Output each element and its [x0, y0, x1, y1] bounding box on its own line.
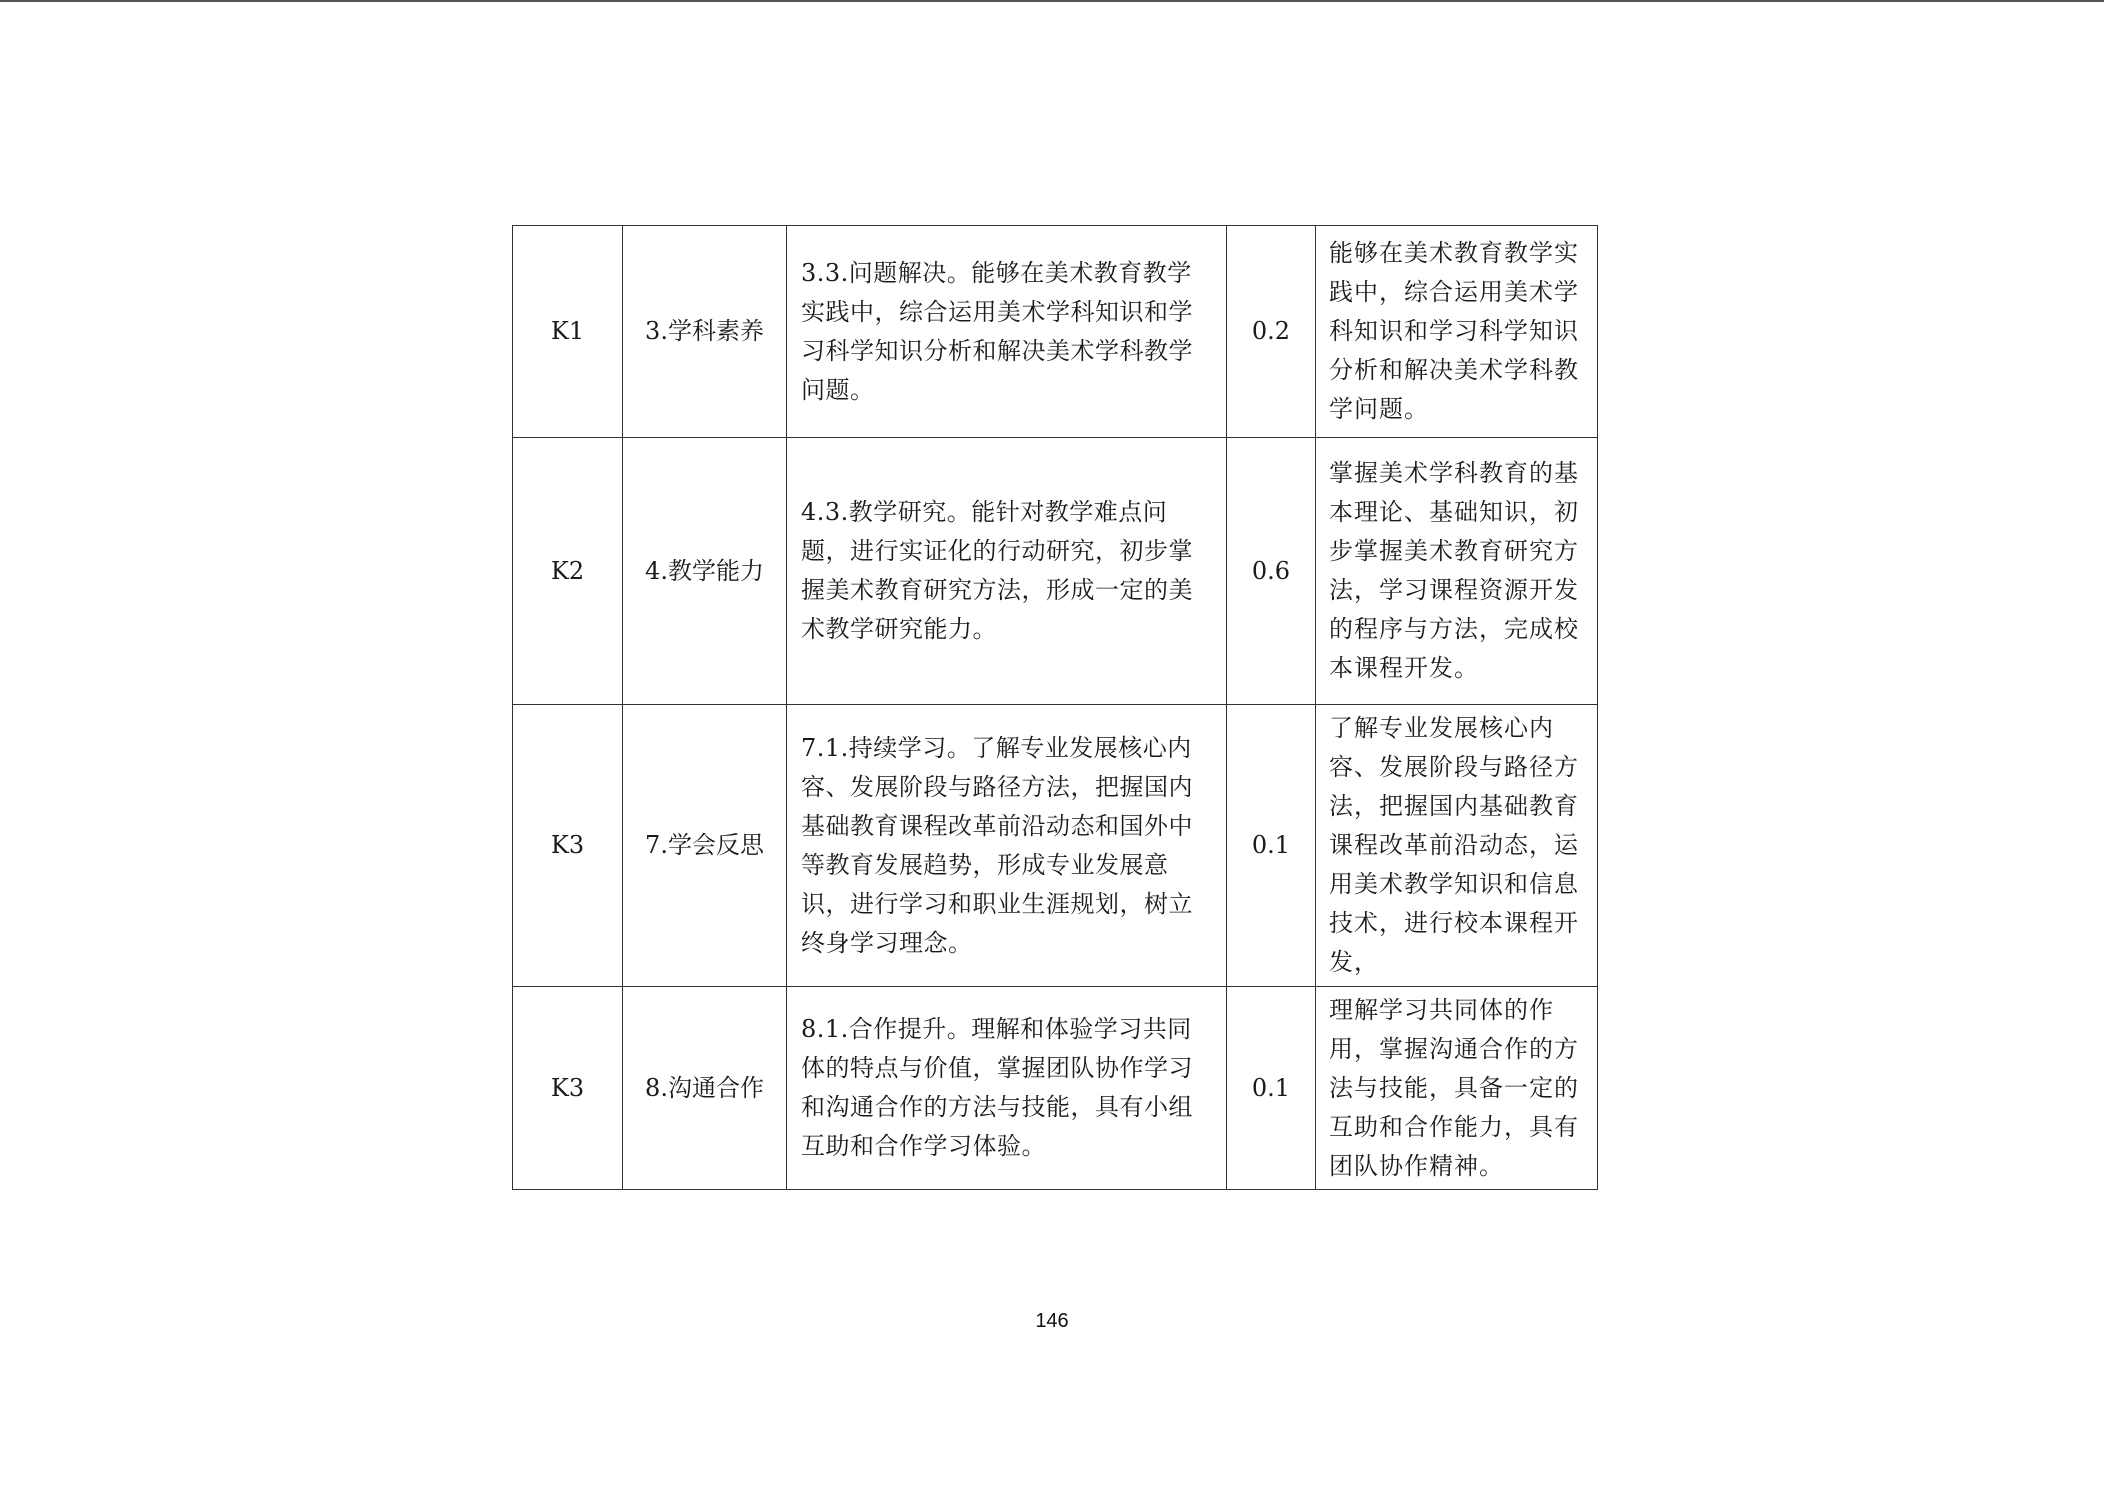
- indicator-point-text: 8.1.合作提升。理解和体验学习共同体的特点与价值，掌握团队协作学习和沟通合作的方法与技能，具有小组互助和合作学习体验。: [801, 1015, 1193, 1160]
- graduation-requirement-cell: 8.沟通合作: [623, 987, 787, 1190]
- indicator-point-cell: [787, 226, 1227, 438]
- course-goal-text: 理解学习共同体的作用，掌握沟通合作的方法与技能，具备一定的互助和合作能力，具有团队协作精神。: [1329, 995, 1579, 1180]
- objective-code-cell: K2: [513, 438, 623, 705]
- table-row: [513, 705, 1598, 987]
- indicator-point-text: 7.1.持续学习。了解专业发展核心内容、发展阶段与路径方法，把握国内基础教育课程改革前沿动态和国外中等教育发展趋势，形成专业发展意识，进行学习和职业生涯规划，树立终身学习理念。: [801, 733, 1193, 957]
- indicator-point-cell: [787, 438, 1227, 705]
- course-objectives-table: [512, 225, 1598, 1190]
- graduation-requirement-cell: 4.教学能力: [623, 438, 787, 705]
- weight-cell: 0.2: [1227, 226, 1316, 438]
- table-row: [513, 438, 1598, 705]
- objective-code-cell: K3: [513, 705, 623, 987]
- course-goal-cell: [1316, 226, 1598, 438]
- page-top-border: [0, 0, 2104, 2]
- course-goal-cell: [1316, 438, 1598, 705]
- graduation-requirement-cell: 7.学会反思: [623, 705, 787, 987]
- indicator-point-text: 4.3.教学研究。能针对教学难点问题，进行实证化的行动研究，初步掌握美术教育研究方法，形成一定的美术教学研究能力。: [801, 498, 1193, 643]
- weight-cell: 0.1: [1227, 987, 1316, 1190]
- indicator-point-text: 3.3.问题解决。能够在美术教育教学实践中，综合运用美术学科知识和学习科学知识分析和解决美术学科教学问题。: [801, 258, 1193, 404]
- table-row: [513, 987, 1598, 1190]
- weight-cell: 0.1: [1227, 705, 1316, 987]
- course-goal-cell: [1316, 987, 1598, 1190]
- table-row: [513, 226, 1598, 438]
- objective-code-cell: K1: [513, 226, 623, 438]
- page-number: 146: [1035, 1310, 1069, 1332]
- weight-cell: 0.6: [1227, 438, 1316, 705]
- graduation-requirement-cell: 3.学科素养: [623, 226, 787, 438]
- course-goal-cell: [1316, 705, 1598, 987]
- course-goal-text: 掌握美术学科教育的基本理论、基础知识，初步掌握美术教育研究方法，学习课程资源开发的程序与方法，完成校本课程开发。: [1329, 459, 1579, 682]
- objective-code-cell: K3: [513, 987, 623, 1190]
- indicator-point-cell: [787, 705, 1227, 987]
- indicator-point-cell: [787, 987, 1227, 1190]
- course-goal-text: 能够在美术教育教学实践中，综合运用美术学科知识和学习科学知识分析和解决美术学科教学问题。: [1329, 239, 1579, 423]
- course-goal-text: 了解专业发展核心内容、发展阶段与路径方法，把握国内基础教育课程改革前沿动态，运用美术教学知识和信息技术，进行校本课程开发，: [1329, 714, 1579, 976]
